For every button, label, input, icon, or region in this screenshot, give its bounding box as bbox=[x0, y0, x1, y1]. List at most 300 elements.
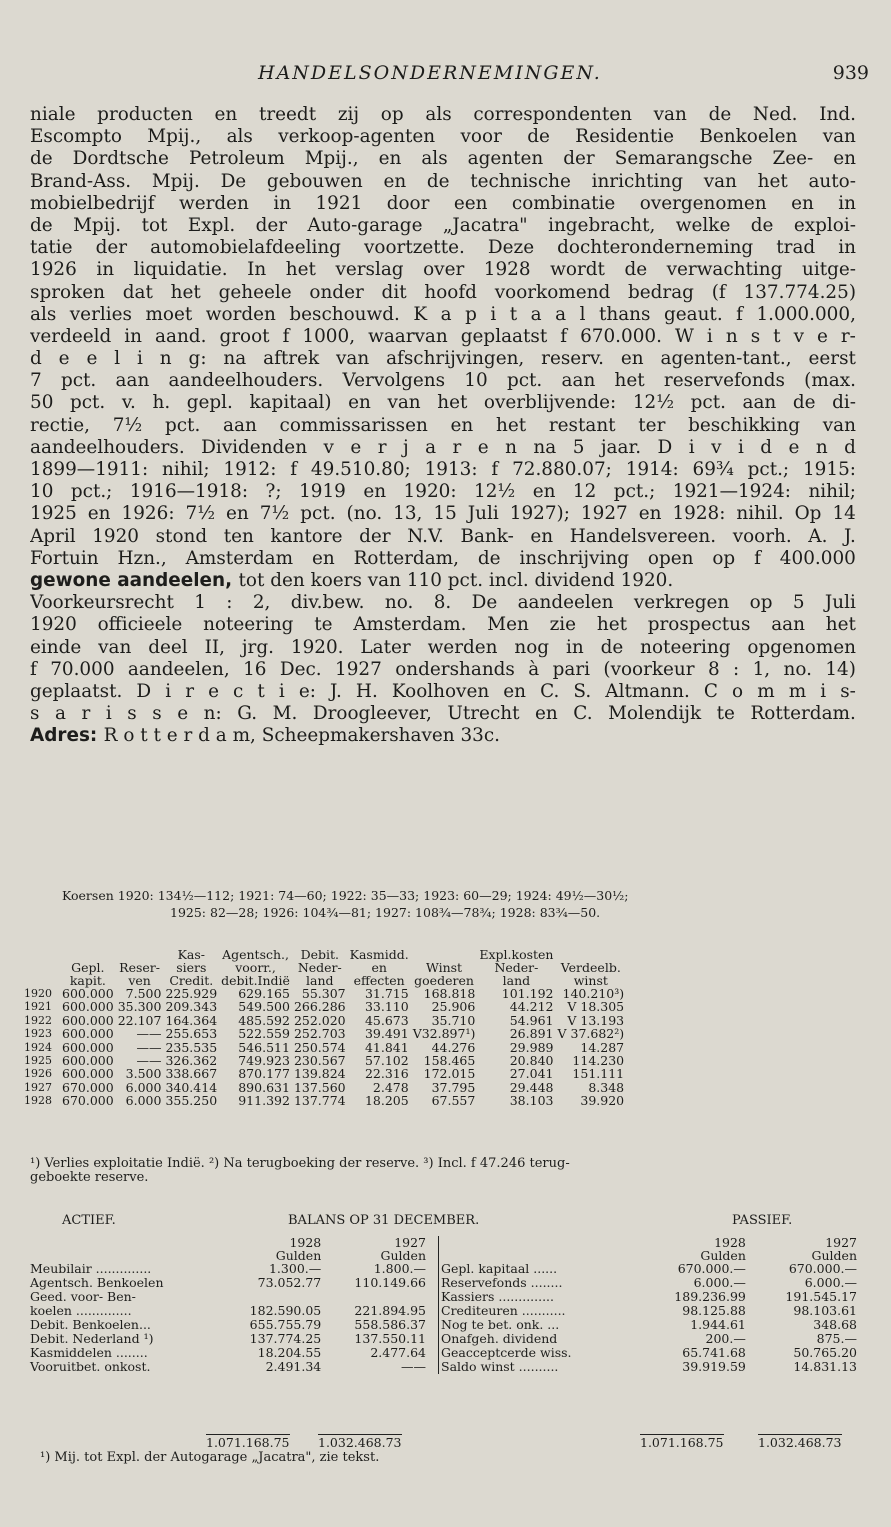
word: het bbox=[614, 370, 645, 392]
word: 1915: bbox=[802, 459, 856, 480]
balance-row bbox=[439, 1360, 859, 1374]
word: i bbox=[105, 703, 112, 725]
koersen-line-2: 1925: 82—28; 1926: 104¾—81; 1927: 108¾—78¾; 1928: 83¾—50. bbox=[170, 905, 601, 920]
balance-value: 98.103.61 bbox=[793, 1303, 857, 1318]
word: het bbox=[437, 392, 468, 414]
word: Ind. bbox=[819, 104, 856, 125]
word: 70.000 bbox=[50, 658, 115, 680]
word: Expl. bbox=[187, 214, 236, 236]
balance-label: koelen .............. bbox=[30, 1303, 132, 1318]
balance-value: 110.149.66 bbox=[354, 1275, 426, 1290]
word: Dec. bbox=[279, 658, 322, 680]
word: G. bbox=[237, 703, 258, 725]
word: en bbox=[226, 503, 249, 525]
koersen-block bbox=[62, 887, 852, 921]
balance-label: Agentsch. Benkoelen bbox=[30, 1275, 164, 1290]
text-line bbox=[30, 503, 856, 525]
word: pct. bbox=[447, 569, 489, 591]
word: e bbox=[208, 680, 219, 702]
word: f bbox=[491, 459, 499, 480]
balance-label: Debit. Nederland ¹) bbox=[30, 1331, 154, 1346]
text-line bbox=[30, 481, 856, 503]
word: pct.; bbox=[70, 481, 113, 503]
word: H. bbox=[355, 680, 378, 702]
word: 1 bbox=[194, 592, 206, 614]
word: reserv. bbox=[541, 348, 605, 370]
text-line bbox=[30, 637, 856, 659]
word: Ned. bbox=[752, 104, 798, 125]
word: Hzn., bbox=[117, 547, 167, 569]
table-cell: 39.491 bbox=[364, 1026, 409, 1042]
balance-row bbox=[439, 1332, 859, 1346]
col-header: effecten bbox=[353, 973, 405, 988]
word: t bbox=[509, 303, 518, 325]
row-year: 1924 bbox=[24, 1040, 52, 1054]
text-line bbox=[30, 148, 856, 170]
table-cell: 230.567 bbox=[293, 1053, 346, 1069]
balance-label: Meubilair .............. bbox=[30, 1261, 152, 1276]
word: 7½ bbox=[112, 414, 143, 436]
table-cell: 209.343 bbox=[165, 999, 218, 1015]
col-header: debit.Indië bbox=[221, 973, 290, 988]
word: 1925 bbox=[30, 503, 77, 525]
balance-row bbox=[28, 1346, 428, 1360]
word: f bbox=[560, 325, 568, 347]
table-cell: 44.212 bbox=[509, 999, 554, 1015]
word: van bbox=[367, 569, 407, 591]
table-cell: 355.250 bbox=[165, 1093, 218, 1109]
table-cell: 252.020 bbox=[293, 1012, 346, 1028]
word: Mpij. bbox=[151, 170, 200, 192]
balance-value bbox=[219, 1290, 324, 1304]
word: (no. bbox=[346, 503, 383, 525]
table-cell: 22.316 bbox=[364, 1066, 409, 1082]
balance-value: —— bbox=[401, 1359, 426, 1374]
balance-value: 39.919.59 bbox=[682, 1359, 746, 1374]
col-header: Neder- bbox=[297, 960, 342, 975]
word: Juli bbox=[467, 503, 499, 525]
col-header: voorr., bbox=[235, 960, 276, 975]
total-passief-1927: 1.032.468.73 bbox=[758, 1435, 842, 1450]
word: i bbox=[737, 436, 744, 458]
table-row bbox=[22, 1041, 626, 1054]
word: 10 bbox=[30, 481, 54, 503]
word: niale bbox=[30, 104, 76, 125]
word: noteering bbox=[203, 614, 294, 636]
koersen-line-1: Koersen 1920: 134½—112; 1921: 74—60; 1922: 35—33; 1923: 60—29; 1924: 49½—30½; bbox=[62, 888, 629, 903]
balance-row bbox=[439, 1318, 859, 1332]
table-cell: 6.000 bbox=[125, 1093, 162, 1109]
balance-row bbox=[28, 1304, 428, 1318]
actief-label: ACTIEF. bbox=[62, 1213, 116, 1228]
word: n bbox=[505, 436, 517, 458]
word: jrg. bbox=[241, 636, 274, 658]
table-cell: 870.177 bbox=[238, 1066, 290, 1082]
word: „Jacatra" bbox=[442, 214, 528, 236]
word: a bbox=[215, 725, 233, 747]
table-cell: 600.000 bbox=[62, 1053, 114, 1069]
balance-row bbox=[439, 1262, 859, 1276]
word: pct.; bbox=[613, 481, 656, 503]
word: gebouwen bbox=[266, 170, 363, 192]
word: : bbox=[733, 658, 740, 680]
col-header: Agentsch., bbox=[222, 947, 289, 962]
word: als bbox=[226, 126, 253, 148]
word: A. bbox=[808, 525, 828, 547]
word: aandeelhouders. bbox=[30, 436, 185, 458]
balance-label: Reservefonds ........ bbox=[441, 1275, 563, 1290]
word: verlies bbox=[69, 303, 132, 325]
word: 16 bbox=[243, 658, 267, 680]
word: C. bbox=[540, 680, 560, 702]
footnote-line: geboekte reserve. bbox=[30, 1170, 149, 1185]
table-cell: 35.300 bbox=[117, 999, 162, 1015]
word: kantore bbox=[270, 525, 343, 547]
unit-header: Gulden bbox=[811, 1248, 857, 1263]
word: 14) bbox=[825, 658, 856, 680]
word: commissarissen bbox=[279, 414, 428, 436]
word: Brand-Ass. bbox=[30, 170, 132, 192]
table-cell: 911.392 bbox=[238, 1093, 290, 1109]
table-cell: 14.287 bbox=[580, 1039, 625, 1055]
word: overblijvende: bbox=[483, 392, 617, 414]
word: tot bbox=[141, 214, 168, 236]
word: tatie bbox=[30, 237, 73, 259]
text-line bbox=[30, 304, 856, 326]
table-cell: 164.364 bbox=[165, 1012, 218, 1028]
word: 33c. bbox=[460, 725, 501, 747]
word: aan bbox=[115, 370, 150, 392]
word: van bbox=[387, 392, 421, 414]
word: rectie, bbox=[30, 414, 90, 436]
balance-row bbox=[439, 1290, 859, 1304]
word: 1919 bbox=[299, 481, 346, 503]
word: moet bbox=[145, 303, 193, 325]
word: incl. bbox=[488, 569, 535, 591]
table-cell: 38.103 bbox=[509, 1093, 554, 1109]
word: Koolhoven bbox=[391, 680, 490, 702]
word: der bbox=[95, 237, 128, 259]
text-line bbox=[30, 592, 856, 614]
word: 15 bbox=[433, 503, 457, 525]
word: aandeelhouders. bbox=[168, 370, 324, 392]
word: Deze bbox=[487, 237, 535, 259]
word: Handelsvereen. bbox=[569, 525, 717, 547]
balance-value bbox=[323, 1290, 428, 1304]
balance-value: 875.— bbox=[816, 1331, 857, 1346]
word: ondershands bbox=[395, 658, 515, 680]
table-cell: 340.414 bbox=[165, 1079, 218, 1095]
financial-table bbox=[22, 948, 626, 1108]
word: 8 bbox=[707, 658, 720, 680]
table-row bbox=[22, 1014, 626, 1027]
word: pct. bbox=[506, 370, 543, 392]
table-cell: 20.840 bbox=[509, 1053, 554, 1069]
word: Mpij., bbox=[147, 126, 202, 148]
table-cell: 890.631 bbox=[238, 1079, 290, 1095]
word: C. bbox=[573, 703, 593, 725]
col-header: Reser- bbox=[119, 960, 160, 975]
word: technische bbox=[470, 170, 571, 192]
balance-value: 670.000.— bbox=[788, 1261, 857, 1276]
word: ?; bbox=[265, 481, 282, 503]
word: nihil; bbox=[808, 481, 856, 503]
text-line bbox=[30, 548, 856, 570]
balance-value: 6.000.— bbox=[693, 1275, 746, 1290]
total-passief-1928: 1.071.168.75 bbox=[640, 1435, 724, 1450]
word: pari bbox=[552, 658, 591, 680]
table-cell: 172.015 bbox=[423, 1066, 476, 1082]
word: Juli bbox=[824, 592, 856, 614]
page-header bbox=[0, 62, 891, 88]
word: der bbox=[563, 148, 595, 170]
word: voorkomend bbox=[494, 281, 611, 303]
word: r bbox=[183, 725, 199, 747]
balance-label: Geacceptcerde wiss. bbox=[441, 1345, 572, 1360]
table-cell: 140.210³) bbox=[562, 986, 625, 1001]
word: sproken bbox=[30, 281, 105, 303]
table-footnotes bbox=[30, 1157, 860, 1185]
word: hoofd bbox=[424, 281, 477, 303]
balance-label: Debit. Benkoelen... bbox=[30, 1317, 151, 1332]
word: no. bbox=[783, 658, 812, 680]
word: de bbox=[30, 148, 53, 170]
word: tot bbox=[238, 569, 271, 591]
word: de bbox=[30, 214, 53, 236]
table-row bbox=[22, 1094, 626, 1107]
table-cell: 25.906 bbox=[431, 999, 476, 1015]
word: op bbox=[749, 592, 773, 614]
word: v bbox=[323, 436, 334, 458]
word: Mpij., bbox=[304, 148, 359, 170]
table-cell: 45.673 bbox=[364, 1012, 409, 1028]
word: Dividenden bbox=[201, 436, 308, 458]
word: en bbox=[638, 503, 662, 525]
word: 8. bbox=[433, 592, 452, 614]
table-cell: 522.559 bbox=[238, 1026, 290, 1042]
word: van bbox=[822, 126, 856, 148]
word: de bbox=[600, 636, 624, 658]
word: Voorkeursrecht bbox=[30, 592, 174, 614]
balance-value: 221.894.95 bbox=[354, 1303, 426, 1318]
row-year: 1920 bbox=[24, 987, 52, 1000]
word: p bbox=[465, 303, 477, 325]
table-cell: 338.667 bbox=[165, 1066, 218, 1082]
word: s- bbox=[840, 680, 856, 702]
word: 1.000.000, bbox=[756, 303, 856, 325]
word: o bbox=[123, 725, 141, 747]
word: prospectus bbox=[647, 614, 751, 636]
col-header: siers bbox=[176, 960, 207, 975]
table-row bbox=[22, 1081, 626, 1094]
word: van bbox=[98, 636, 132, 658]
balance-value: 655.755.79 bbox=[249, 1317, 322, 1332]
word: s bbox=[127, 703, 137, 725]
word: h. bbox=[152, 392, 171, 414]
table-cell: 2.478 bbox=[372, 1079, 409, 1095]
word: 1920 bbox=[30, 614, 77, 636]
word: i bbox=[688, 436, 695, 458]
word: di- bbox=[832, 392, 856, 414]
word: trad bbox=[776, 237, 816, 259]
table-cell: 168.818 bbox=[423, 986, 476, 1001]
balance-value: 670.000.— bbox=[677, 1261, 746, 1276]
word: j bbox=[402, 436, 409, 458]
word: 670.000. bbox=[580, 325, 662, 347]
word: auto- bbox=[808, 170, 856, 192]
word: reservefonds bbox=[663, 370, 785, 392]
word: van bbox=[703, 170, 737, 192]
unit-header: Gulden bbox=[700, 1248, 746, 1263]
word: no. bbox=[384, 592, 414, 614]
text-line bbox=[30, 459, 856, 481]
word: van bbox=[335, 348, 370, 370]
word: voor bbox=[460, 126, 502, 148]
word: ten bbox=[223, 525, 254, 547]
word: Zee- bbox=[772, 148, 814, 170]
word: e bbox=[58, 348, 70, 370]
word: 1928: bbox=[672, 503, 726, 525]
row-year: 1928 bbox=[24, 1094, 52, 1108]
word: 12½ bbox=[474, 481, 516, 503]
word: deel bbox=[148, 636, 188, 658]
word: Utrecht bbox=[447, 703, 520, 725]
word: a bbox=[555, 303, 567, 325]
balance-value: 73.052.77 bbox=[257, 1275, 322, 1290]
word: producten bbox=[97, 104, 193, 125]
table-cell: 39.920 bbox=[580, 1093, 625, 1109]
col-header: Winst bbox=[425, 960, 463, 975]
word: n bbox=[159, 348, 172, 370]
word: in bbox=[124, 325, 143, 347]
word: Escompto bbox=[30, 126, 122, 148]
word: Rotterdam. bbox=[750, 703, 856, 725]
word: i bbox=[490, 303, 497, 325]
word: Amsterdam bbox=[185, 547, 294, 569]
word: div.bew. bbox=[290, 592, 365, 614]
word: d bbox=[760, 436, 773, 458]
word: ter bbox=[638, 414, 666, 436]
word: 1920 bbox=[92, 525, 140, 547]
word: geaut. bbox=[663, 303, 723, 325]
word: als bbox=[421, 148, 448, 170]
balance-row bbox=[28, 1276, 428, 1290]
balance-row bbox=[28, 1262, 428, 1276]
word: gepl. bbox=[186, 392, 233, 414]
text-line bbox=[30, 326, 856, 348]
word: noteering bbox=[640, 636, 731, 658]
text-line bbox=[30, 415, 856, 437]
word: 72.880.07; bbox=[512, 459, 612, 480]
unit-header: Gulden bbox=[275, 1248, 322, 1263]
word: Fortuin bbox=[30, 547, 99, 569]
word: van bbox=[822, 414, 856, 436]
balance-value: 1.800.— bbox=[373, 1261, 426, 1276]
col-header: Neder- bbox=[494, 960, 539, 975]
word: het bbox=[170, 281, 201, 303]
word: m bbox=[788, 680, 807, 702]
word: i bbox=[820, 680, 827, 702]
total-actief-1928: 1.071.168.75 bbox=[206, 1435, 290, 1450]
table-cell: 29.989 bbox=[509, 1039, 554, 1055]
word: ingebracht, bbox=[548, 214, 656, 236]
word: geplaatst bbox=[460, 325, 548, 347]
word: der bbox=[359, 525, 391, 547]
word: en bbox=[530, 525, 554, 547]
word: 50 bbox=[30, 392, 54, 414]
word: a bbox=[530, 303, 542, 325]
word: over bbox=[423, 259, 465, 281]
word: op bbox=[712, 547, 736, 569]
word: uitge- bbox=[801, 259, 856, 281]
word: II, bbox=[204, 636, 225, 658]
word: pct. bbox=[164, 414, 201, 436]
word: 1899—1911: bbox=[30, 459, 149, 480]
word: in bbox=[96, 259, 115, 281]
word: en bbox=[87, 503, 111, 525]
word: geheele bbox=[218, 281, 292, 303]
total-actief-1927: 1.032.468.73 bbox=[318, 1435, 402, 1450]
balance-label: Saldo winst .......... bbox=[441, 1359, 559, 1374]
word: 5 bbox=[572, 436, 585, 458]
word: jaar. bbox=[600, 436, 642, 458]
word: 1921—1924: bbox=[672, 481, 791, 503]
word: 1921 bbox=[315, 192, 363, 214]
word: Molendijk bbox=[608, 703, 702, 725]
table-cell: 250.574 bbox=[293, 1039, 346, 1055]
word: dit bbox=[381, 281, 407, 303]
text-line bbox=[30, 437, 856, 459]
word: van bbox=[653, 104, 687, 125]
text-line bbox=[30, 392, 856, 414]
word: e bbox=[86, 348, 98, 370]
table-cell: 22.107 bbox=[117, 1012, 162, 1028]
table-cell: 235.535 bbox=[165, 1039, 218, 1055]
word: nog bbox=[514, 636, 550, 658]
word: welke bbox=[675, 214, 731, 236]
word: f bbox=[282, 325, 290, 347]
word: 1928 bbox=[483, 259, 531, 281]
word: C bbox=[703, 680, 718, 702]
balance-row bbox=[28, 1332, 428, 1346]
word: voorh. bbox=[732, 525, 792, 547]
balance-value: 137.774.25 bbox=[249, 1331, 322, 1346]
table-cell: 629.165 bbox=[238, 986, 290, 1001]
balance-label: Kassiers .............. bbox=[441, 1289, 555, 1304]
balance-label: Vooruitbet. onkost. bbox=[30, 1359, 151, 1374]
table-cell: 37.795 bbox=[431, 1079, 476, 1095]
balance-row bbox=[28, 1290, 428, 1304]
balance-label: Gepl. kapitaal ...... bbox=[441, 1261, 558, 1276]
balance-value: 18.204.55 bbox=[257, 1345, 322, 1360]
table-cell: 670.000 bbox=[62, 1093, 114, 1109]
word: koers bbox=[310, 569, 368, 591]
word: thans bbox=[598, 303, 651, 325]
word: 10 bbox=[464, 370, 488, 392]
table-cell: 18.205 bbox=[364, 1093, 409, 1109]
word: t bbox=[257, 680, 265, 702]
table-cell: 252.703 bbox=[293, 1026, 346, 1042]
word: pct. bbox=[69, 392, 106, 414]
word: e bbox=[816, 325, 828, 347]
word: verslag bbox=[335, 259, 404, 281]
word: beschikking bbox=[688, 414, 801, 436]
word: 1916—1918: bbox=[129, 481, 249, 503]
word: 1920: bbox=[403, 481, 457, 503]
word: 1926 bbox=[30, 259, 77, 281]
word: c bbox=[233, 680, 244, 702]
unit-header: Gulden bbox=[380, 1248, 426, 1263]
